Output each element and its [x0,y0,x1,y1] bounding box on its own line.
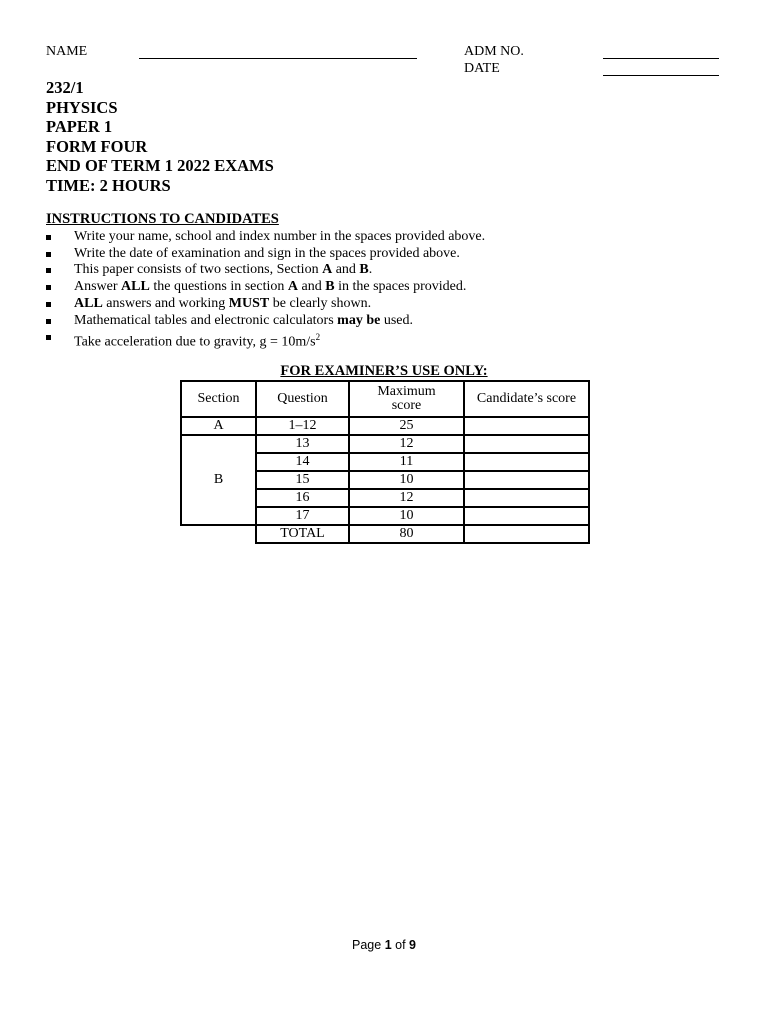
question-cell: 1–12 [256,417,349,435]
date-field-line[interactable] [603,75,719,76]
bullet-icon [46,319,51,324]
max-score-cell: 11 [349,453,464,471]
list-item: Write the date of examination and sign in the spaces provided above. [46,246,485,263]
list-item: ALL answers and working MUST be clearly shown. [46,296,485,313]
header-question: Question [256,381,349,417]
instructions-heading: INSTRUCTIONS TO CANDIDATES [46,211,279,227]
form-level: FORM FOUR [46,136,148,156]
subject-title: PHYSICS [46,97,118,117]
table-header-row [181,381,589,417]
table-total-row [181,525,589,543]
question-cell: 14 [256,453,349,471]
total-label-cell: TOTAL [256,525,349,543]
name-field-line[interactable] [139,58,417,59]
list-item: This paper consists of two sections, Section A and B. [46,262,485,279]
exam-duration: TIME: 2 HOURS [46,175,171,195]
section-b-cell: B [181,435,256,525]
max-score-cell: 25 [349,417,464,435]
question-cell: 16 [256,489,349,507]
question-cell: 13 [256,435,349,453]
max-score-cell: 12 [349,489,464,507]
examiner-score-table [180,380,590,544]
question-cell: 17 [256,507,349,525]
exam-session: END OF TERM 1 2022 EXAMS [46,156,274,175]
header-section: Section [181,381,256,417]
table-row [181,417,589,435]
adm-no-field-line[interactable] [603,58,719,59]
candidate-score-cell[interactable] [464,453,589,471]
bullet-icon [46,235,51,240]
date-label: DATE [464,61,500,76]
page-footer: Page 1 of 9 [352,938,416,952]
bullet-icon [46,302,51,307]
exam-title-block [46,78,274,195]
bullet-icon [46,252,51,257]
question-cell: 15 [256,471,349,489]
bullet-icon [46,285,51,290]
list-item: Write your name, school and index number in the spaces provided above. [46,229,485,246]
name-label: NAME [46,44,88,59]
candidate-score-cell[interactable] [464,435,589,453]
list-item: Take acceleration due to gravity, $g = 10m/s^2$ [46,329,485,351]
examiner-table-title: FOR EXAMINER’S USE ONLY: [280,363,488,379]
bullet-icon [46,268,51,273]
paper-number: PAPER 1 [46,117,113,136]
header-max-score: Maximum score [349,381,464,417]
list-item: Mathematical tables and electronic calculators may be used. [46,313,485,330]
total-candidate-score-cell[interactable] [464,525,589,543]
candidate-score-cell[interactable] [464,489,589,507]
list-item: Answer ALL the questions in section A and B in the spaces provided. [46,279,485,296]
adm-no-label: ADM NO. [464,44,524,59]
max-score-cell: 10 [349,471,464,489]
candidate-score-cell[interactable] [464,507,589,525]
candidate-score-cell[interactable] [464,471,589,489]
total-max-cell: 80 [349,525,464,543]
bullet-icon [46,335,51,340]
section-a-cell: A [181,417,256,435]
paper-code: 232/1 [46,78,84,97]
empty-cell [181,525,256,543]
candidate-score-cell[interactable] [464,417,589,435]
max-score-cell: 12 [349,435,464,453]
instructions-list [46,229,485,352]
max-score-cell: 10 [349,507,464,525]
table-row [181,435,589,453]
header-candidate-score: Candidate’s score [464,381,589,417]
